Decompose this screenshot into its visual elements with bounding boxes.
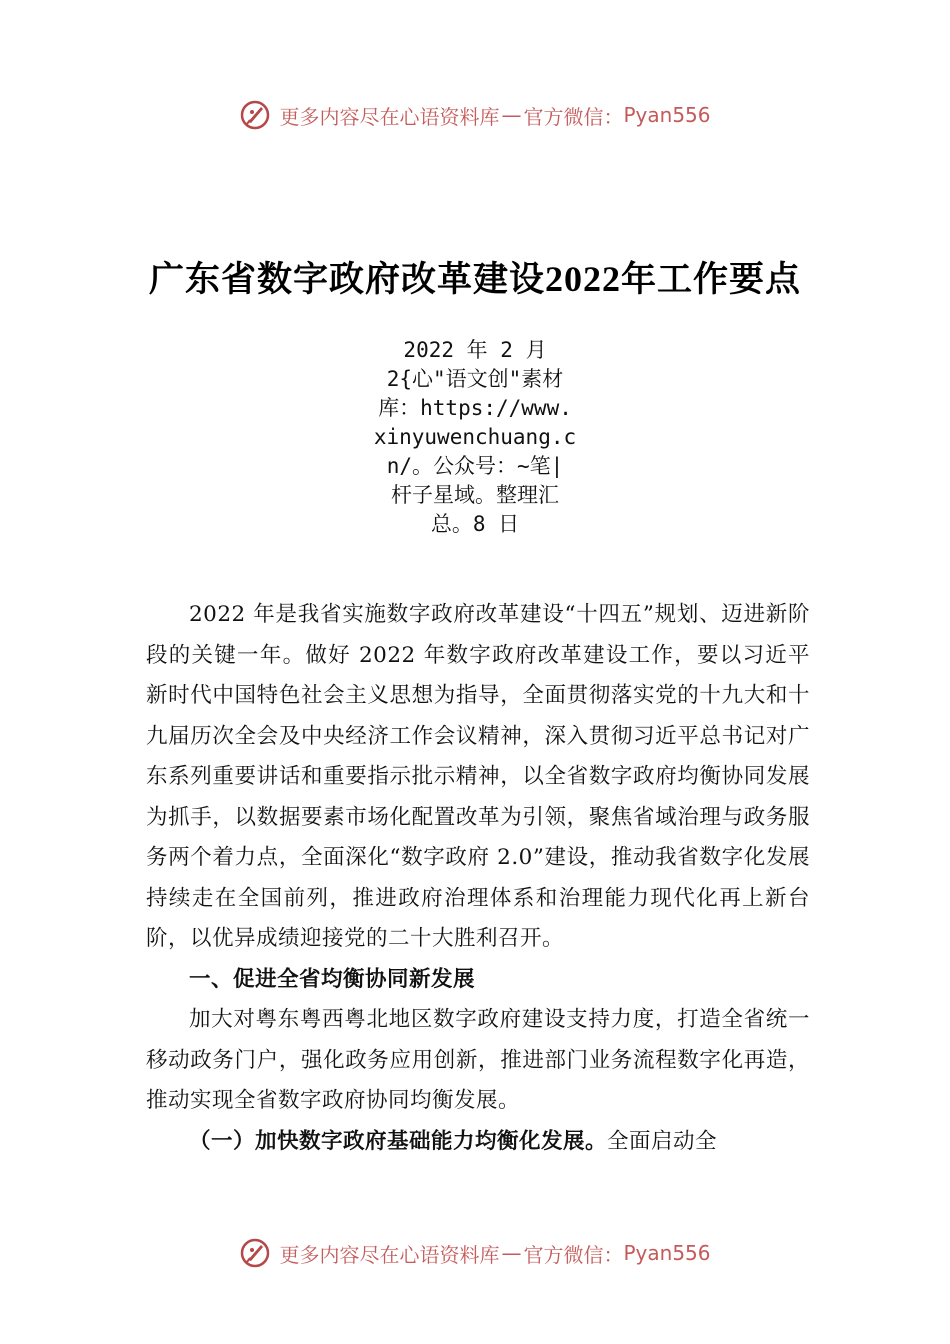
header-banner: [0, 95, 950, 135]
banner-wechat-label: 官方微信：: [523, 104, 624, 129]
footer-banner: [0, 1233, 950, 1273]
title-prefix: 广东省数字政府改革建设: [148, 260, 545, 300]
banner-wechat-id: Pyan556: [623, 103, 711, 127]
banner-text: 更多内容尽在心语资料库: [279, 1242, 500, 1267]
title-suffix: 年工作要点: [621, 260, 802, 300]
date-line: xinyuwenchuang.c: [373, 425, 577, 449]
section-paragraph: 加大对粤东粤西粤北地区数字政府建设支持力度，打造全省统一移动政务门户，强化政务应用创新，推进部门业务流程数字化再造，推动实现全省数字政府协同均衡发展。: [146, 1007, 810, 1113]
banner-wechat-label: 官方微信：: [523, 1242, 624, 1267]
banner-dash: —: [501, 103, 522, 127]
document-body: [146, 595, 810, 1162]
banner-wechat-id: Pyan556: [623, 1241, 711, 1265]
subsection-text: 全面启动全: [607, 1128, 718, 1154]
date-line: 总。8 日: [430, 512, 520, 536]
quill-logo-icon: [239, 1237, 271, 1269]
date-line: 库：https://www.: [378, 396, 572, 420]
subsection-paragraph: [146, 1122, 810, 1163]
subsection-title: （一）加快数字政府基础能力均衡化发展。: [189, 1128, 608, 1154]
quill-logo-icon: [239, 99, 271, 131]
date-block: [0, 336, 950, 539]
intro-paragraph: 2022 年是我省实施数字政府改革建设“十四五”规划、迈进新阶段的关键一年。做好 2022 年数字政府改革建设工作，要以习近平新时代中国特色社会主义思想为指导，全面贯彻落实党的十九大和十九届历次全会及中央经济工作会议精神，深入贯彻习近平总书记对广东系列重要讲话和重要指示批示精神，以全省数字政府均衡协同发展为抓手，以数据要素市场化配置改革为引领，聚焦省域治理与政务服务两个着力点，全面深化“数字政府 2.0”建设，推动我省数字化发展持续走在全国前列，推进政府治理体系和治理能力现代化再上新台阶，以优异成绩迎接党的二十大胜利召开。: [146, 602, 810, 951]
date-line: 2{心"语文创"素材: [386, 367, 564, 391]
document-title: [0, 252, 950, 302]
banner-text: 更多内容尽在心语资料库: [279, 104, 500, 129]
date-line: 2022 年 2 月: [403, 338, 547, 362]
banner-dash: —: [501, 1241, 522, 1265]
date-line: 杆子星域。整理汇: [391, 483, 559, 507]
title-year: 2022: [545, 259, 621, 299]
section-heading: 一、促进全省均衡协同新发展: [189, 966, 476, 992]
date-line: n/。公众号：~笔|: [386, 454, 564, 478]
